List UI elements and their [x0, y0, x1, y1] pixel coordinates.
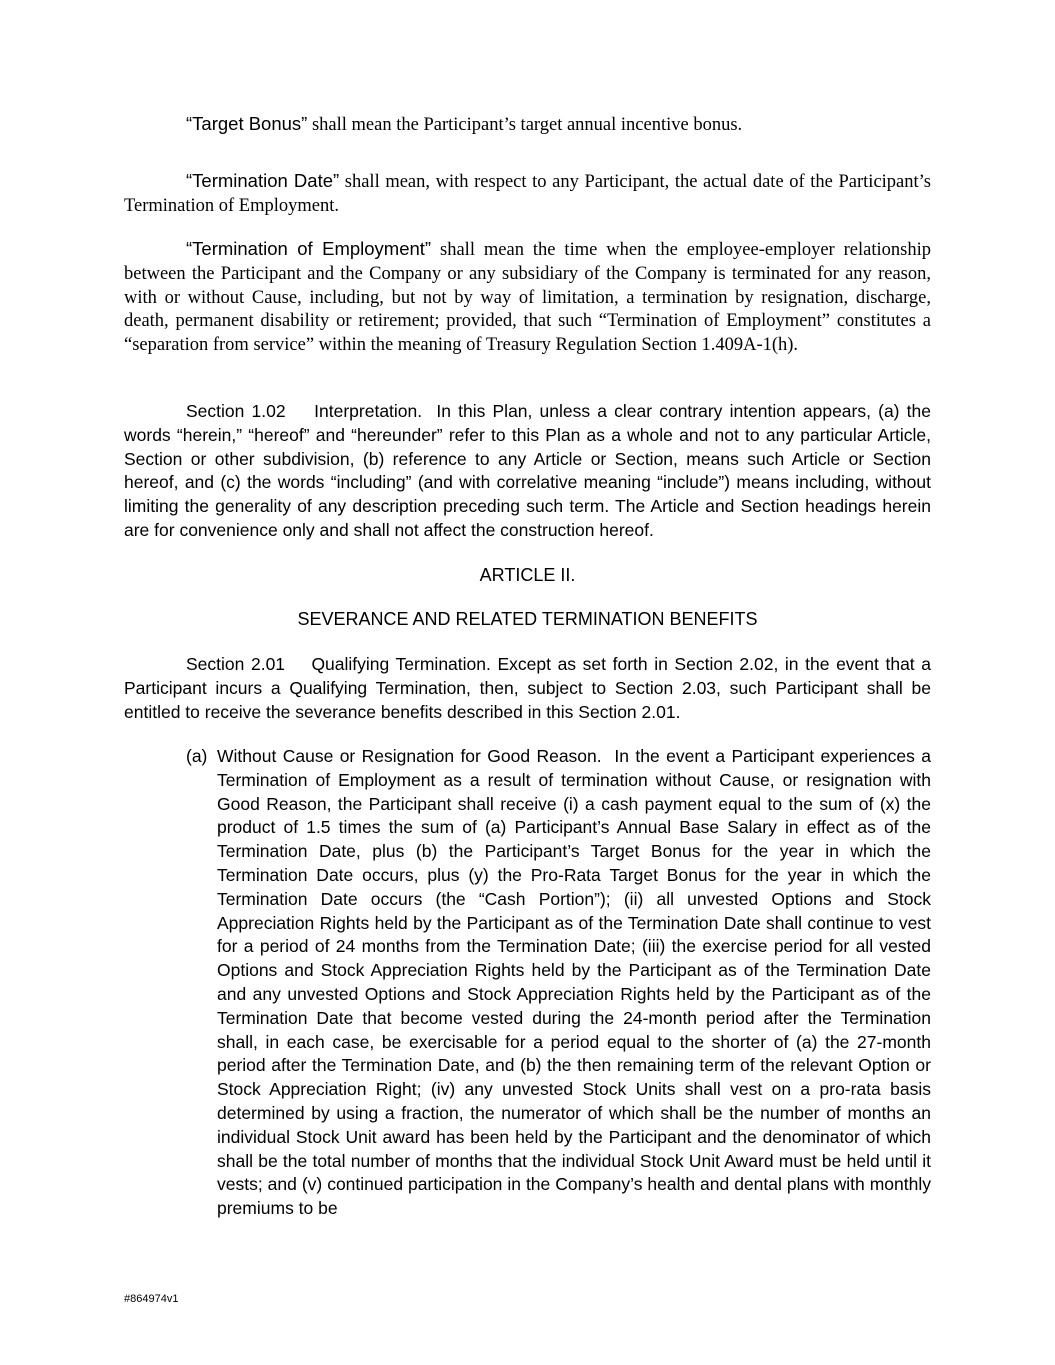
- section-title: Interpretation.: [314, 401, 423, 421]
- item-label: (a): [186, 746, 208, 766]
- definition-text: shall mean the time when the employee-employer relationship between the Participant and the Company or any subsidiary of the Company is terminated for any reason, with or without Cause, including, but not by way of limitation, a termination by resignation, discharge, death, permanent disability or retirement; provided, that such “Termination of Employment” constitutes a “separation from service” within the meaning of Treasury Regulation Section 1.409A-1(h).: [124, 240, 931, 356]
- section-number: Section 1.02: [186, 401, 286, 421]
- definition-termination-of-employment: [124, 237, 931, 358]
- definition-term: “Termination of Employment”: [186, 238, 432, 259]
- definition-text: shall mean, with respect to any Participant, the actual date of the Participant’s Termination of Employment.: [124, 172, 931, 216]
- definition-text: shall mean the Participant’s target annual incentive bonus.: [307, 115, 743, 135]
- section-1-02: [124, 400, 931, 543]
- item-title: Without Cause or Resignation for Good Reason.: [217, 746, 602, 766]
- section-number: Section 2.01: [186, 654, 286, 674]
- section-2-01: [124, 653, 931, 724]
- document-id: #864974v1: [124, 1293, 179, 1305]
- article-title: SEVERANCE AND RELATED TERMINATION BENEFITS: [297, 609, 758, 629]
- section-title: Qualifying Termination.: [311, 654, 491, 674]
- item-text: In the event a Participant experiences a Termination of Employment as a result of termination without Cause, or resignation with Good Reason, the Participant shall receive (i) a cash payment equal to the sum of (x) the product of 1.5 times the sum of (a) Participant’s Annual Base Salary in effect as of the Termination Date, plus (b) the Participant’s Target Bonus for the year in which the Termination Date occurs, plus (y) the Pro-Rata Target Bonus for the year in which the Termination Date occurs (the “Cash Portion”); (ii) all unvested Options and Stock Appreciation Rights held by the Participant as of the Termination Date shall continue to vest for a period of 24 months from the Termination Date; (iii) the exercise period for all vested Options and Stock Appreciation Rights held by the Participant as of the Termination Date and any unvested Options and Stock Appreciation Rights held by the Participant as of the Termination Date that become vested during the 24-month period after the Termination shall, in each case, be exercisable for a period equal to the shorter of (a) the 27-month period after the Termination Date, and (b) the then remaining term of the relevant Option or Stock Appreciation Right; (iv) any unvested Stock Units shall vest on a pro-rata basis determined by using a fraction, the numerator of which shall be the number of months an individual Stock Unit award has been held by the Participant and the denominator of which shall be the total number of months that the individual Stock Unit Award must be held until it vests; and (v) continued participation in the Company’s health and dental plans with monthly premiums to be: [217, 746, 931, 1219]
- section-text: Except as set forth in Section 2.02, in the event that a Participant incurs a Qualifying Termination, then, subject to Section 2.03, such Participant shall be entitled to receive the severance benefits described in this Section 2.01.: [124, 654, 931, 722]
- definition-term: “Target Bonus”: [186, 113, 308, 134]
- item-body: [217, 745, 931, 1221]
- article-label: ARTICLE II.: [479, 565, 576, 585]
- definition-termination-date: [124, 169, 931, 219]
- section-text: In this Plan, unless a clear contrary intention appears, (a) the words “herein,” “hereof” and “hereunder” refer to this Plan as a whole and not to any particular Article, Section or other subdivision, (b) reference to any Article or Section, means such Article or Section hereof, and (c) the words “including” (and with correlative meaning “include”) means including, without limiting the generality of any description preceding such term. The Article and Section headings herein are for convenience only and shall not affect the construction hereof.: [124, 401, 931, 540]
- definition-term: “Termination Date”: [186, 170, 340, 191]
- definition-target-bonus: [124, 112, 931, 138]
